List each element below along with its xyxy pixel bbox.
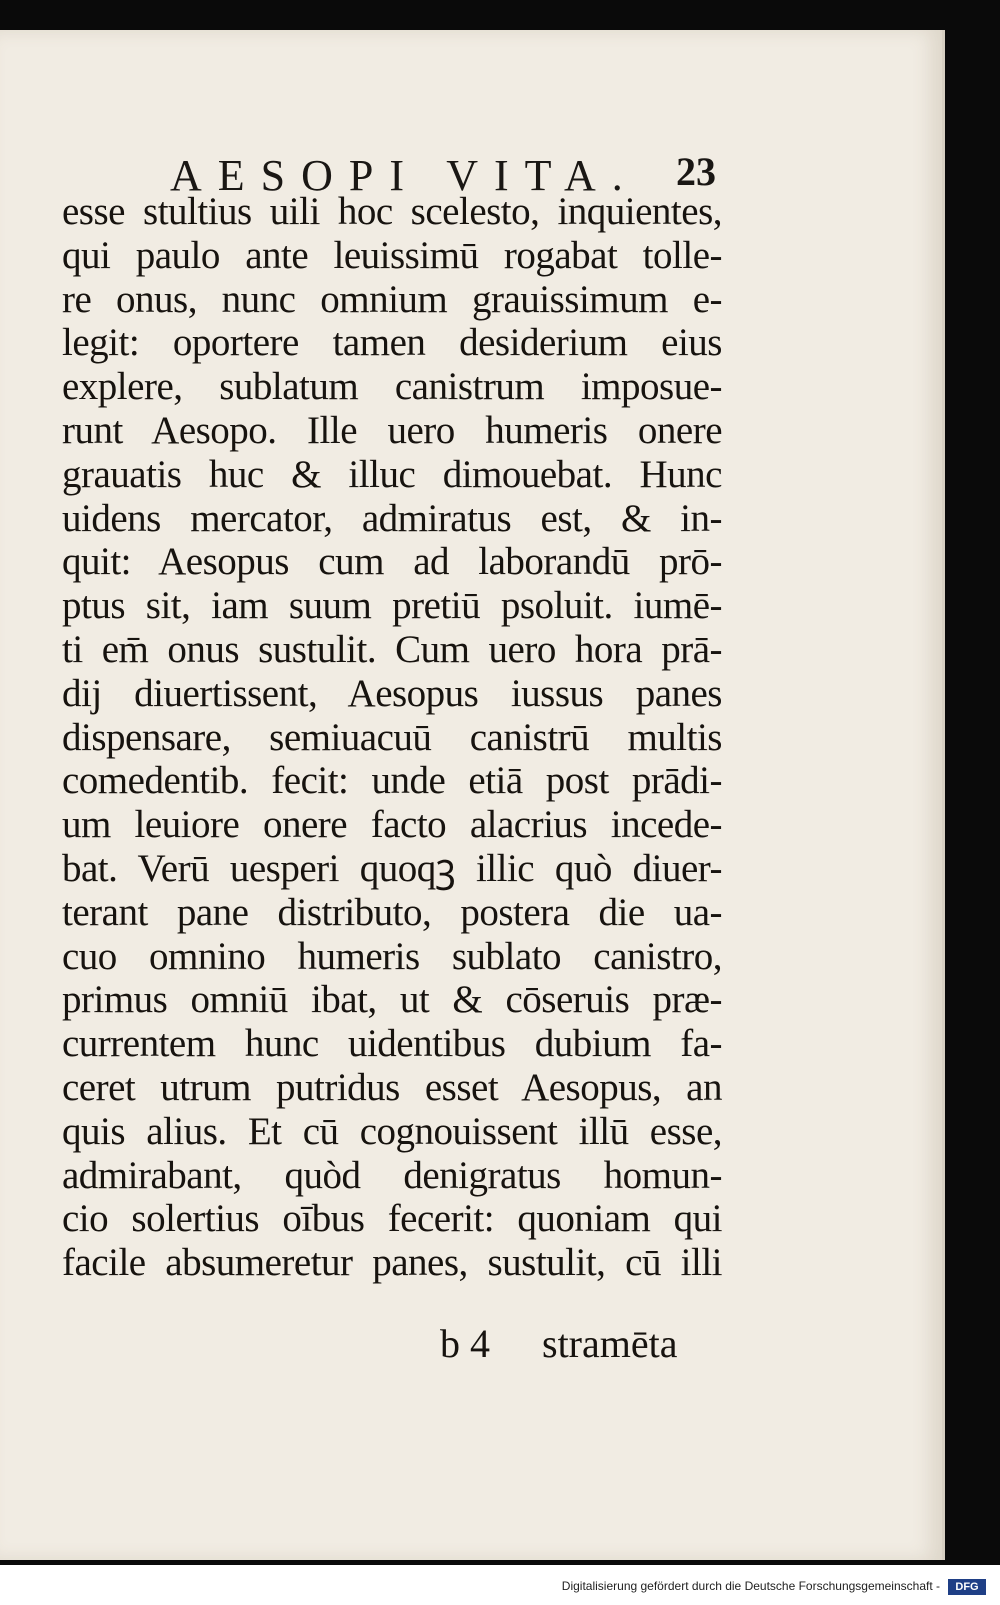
- text-line: uidens mercator, admiratus est, & in-: [62, 496, 722, 540]
- text-line: facile absumeretur panes, sustulit, cū illi: [62, 1241, 722, 1285]
- text-line: ptus sit, iam suum pretiū psoluit. iumē-: [62, 584, 722, 628]
- text-line: cuo omnino humeris sublato canistro,: [62, 934, 722, 978]
- catchword: stramēta: [542, 1321, 678, 1366]
- text-line: um leuiore onere facto alacrius incede-: [62, 803, 722, 847]
- page-footer-line: [440, 1320, 740, 1367]
- text-line: ti em̄ onus sustulit. Cum uero hora prā-: [62, 627, 722, 671]
- text-line: cio solertius oībus fecerit: quoniam qui: [62, 1197, 722, 1241]
- digitization-footer: [0, 1565, 1000, 1605]
- text-line: admirabant, quòd denigratus homun-: [62, 1153, 722, 1197]
- text-line: qui paulo ante leuissimū rogabat tolle-: [62, 233, 722, 277]
- text-line: dispensare, semiuacuū canistrū multis: [62, 715, 722, 759]
- signature-mark: b 4: [440, 1321, 490, 1366]
- page-number: 23: [676, 149, 716, 194]
- body-text: [62, 190, 722, 1285]
- text-line: primus omniū ibat, ut & cōseruis præ-: [62, 978, 722, 1022]
- text-line: runt Aesopo. Ille uero humeris onere: [62, 408, 722, 452]
- text-line: grauatis huc & illuc dimouebat. Hunc: [62, 452, 722, 496]
- text-line: currentem hunc uidentibus dubium fa-: [62, 1022, 722, 1066]
- text-line: esse stultius uili hoc scelesto, inquientes,: [62, 190, 722, 233]
- text-line: legit: oportere tamen desiderium eius: [62, 321, 722, 365]
- book-page: [0, 30, 945, 1560]
- dfg-logo: DFG: [948, 1579, 986, 1595]
- text-line: explere, sublatum canistrum imposue-: [62, 365, 722, 409]
- text-line: terant pane distributo, postera die ua-: [62, 890, 722, 934]
- text-line: ceret utrum putridus esset Aesopus, an: [62, 1065, 722, 1109]
- text-line: comedentib. fecit: unde etiā post prādi-: [62, 759, 722, 803]
- text-line: re onus, nunc omnium grauissimum e-: [62, 277, 722, 321]
- funding-credit: Digitalisierung gefördert durch die Deutsche Forschungsgemeinschaft -: [561, 1579, 940, 1593]
- running-head: AESOPI VITA.: [170, 151, 639, 200]
- text-line: dij diuertissent, Aesopus iussus panes: [62, 671, 722, 715]
- text-line: quis alius. Et cū cognouissent illū esse,: [62, 1109, 722, 1153]
- text-line: bat. Verū uesperi quoqꝫ illic quò diuer-: [62, 846, 722, 890]
- text-line: quit: Aesopus cum ad laborandū prō-: [62, 540, 722, 584]
